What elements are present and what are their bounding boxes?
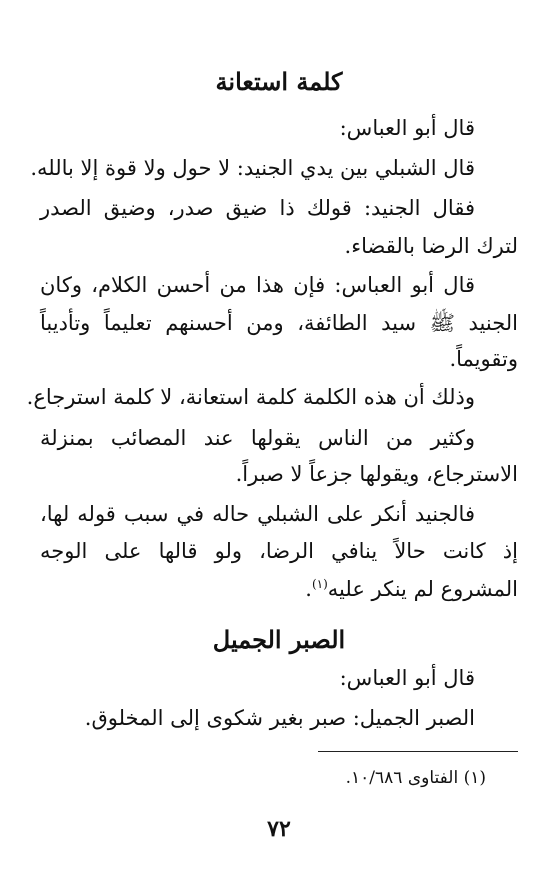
footnote-1: (١) الفتاوى ١٠/٦٨٦.	[345, 768, 486, 788]
para9-line1: الصبر الجميل: صبر بغير شكوى إلى المخلوق.	[84, 706, 475, 730]
para1-line1: قال أبو العباس:	[339, 116, 475, 140]
footnote-divider	[318, 751, 518, 752]
para7-line1: فالجنيد أنكر على الشبلي حاله في سبب قوله لها،	[40, 502, 475, 526]
para3-line1: فقال الجنيد: قولك ذا ضيق صدر، وضيق الصدر	[40, 196, 475, 220]
para4-line2: الجنيد ﷺ سيد الطائفة، ومن أحسنهم تعليماً وتأديباً	[40, 311, 518, 335]
para7-line2: إذ كانت حالاً ينافي الرضا، ولو قالها على الوجه	[40, 539, 518, 563]
para7-line3-text: المشروع لم ينكر عليه	[327, 577, 518, 601]
section-heading-kalimat-istiana: كلمة استعانة	[215, 67, 343, 96]
para7-line3-end: .	[305, 577, 312, 601]
section-heading-al-sabr-al-jamil: الصبر الجميل	[212, 625, 346, 654]
para7-line3	[305, 578, 518, 600]
para3-line2: لترك الرضا بالقضاء.	[344, 234, 518, 258]
footnote-reference[interactable]: (١)	[311, 577, 328, 591]
para4-line1: قال أبو العباس: فإن هذا من أحسن الكلام، وكان	[40, 273, 475, 297]
para4-line3: وتقويماً.	[449, 347, 518, 371]
para2-line1: قال الشبلي بين يدي الجنيد: لا حول ولا قوة إلا بالله.	[30, 156, 475, 180]
para8-line1: قال أبو العباس:	[339, 666, 475, 690]
para6-line2: الاسترجاع، ويقولها جزعاً لا صبراً.	[235, 462, 518, 486]
page-number: ٧٢	[267, 816, 291, 842]
para5-line1: وذلك أن هذه الكلمة كلمة استعانة، لا كلمة استرجاع.	[26, 385, 475, 409]
para6-line1: وكثير من الناس يقولها عند المصائب بمنزلة	[40, 426, 475, 450]
